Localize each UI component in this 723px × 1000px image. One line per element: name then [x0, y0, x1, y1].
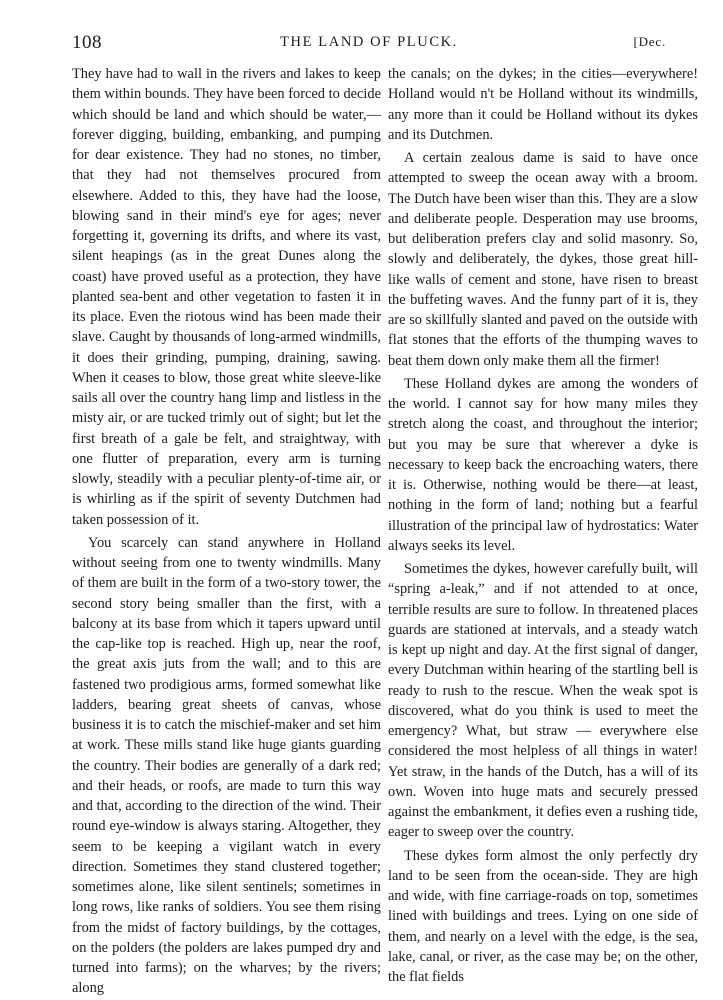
paragraph: These Holland dykes are among the wonders of the world. I cannot say for how many miles they stretch along the coast, and throughout the interior; but you may be sure that wherever a dyke is necessary to keep back the encroaching waters, there it is. Otherwise, nothing would be there—at least, nothing in the form of land; nothing but a fearful illustration of the principal law of hydrostatics: Water always seeks its level. [388, 375, 698, 554]
paragraph: They have had to wall in the rivers and lakes to keep them within bounds. They have been forced to decide which should be land and which should be water,—forever digging, building, embanking, and pumping for dear existence. They had no stones, no timber, that they had not themselves procured from elsewhere. Added to this, they have had the loose, blowing sand in their mind's eye for ages; never forgetting it, governing its drifts, and where its vast, silent heapings (as in the great Dunes along the coast) have proved useful as a protection, they have planted sea-bent and other vegetation to fasten it in its place. Even the riotous wind has been made their slave. Caught by thousands of long-armed windmills, it does their grinding, pumping, draining, sawing. When it ceases to blow, those great white sleeve-like sails all over the country hang limp and listless in the misty air, or are tucked trimly out of sight; but let the first breath of a gale be felt, and straightway, with one flutter of preparation, every arm is turning slowly, steadily with a peculiar plenty-of-time air, or is whirling as if the spirit of seventy Dutchmen had taken possession of it. [72, 66, 381, 528]
paragraph: You scarcely can stand anywhere in Holland without seeing from one to twenty windmills. Many of them are built in the form of a two-story tower, the second story being smaller than the first, with a balcony at its base from which it tapers upward until the cap-like top is reached. High up, near the roof, the great axis juts from the wall; and to this are fastened two prodigious arms, formed somewhat like ladders, bearing great sheets of canvas, whose business it is to catch the mischief-maker and set him at work. These mills stand like huge giants guarding the country. Their bodies are generally of a dark red; and their heads, or roofs, are made to turn this way and that, according to the direction of the wind. Their round eye-window is always staring. Altogether, they seem to be keeping a vigilant watch in every direction. Sometimes they stand clustered together; sometimes alone, like silent sentinels; sometimes in long rows, like ranks of soldiers. You see them rising from the midst of factory buildings, by the cottages, on the polders (the polders are lakes pumped dry and turned into farms); on the wharves; by the rivers; along [72, 534, 381, 997]
paragraph: These dykes form almost the only perfectly dry land to be seen from the ocean-side. They are high and wide, with fine carriage-roads on top, sometimes lined with buildings and trees. Lying on one side of them, and nearly on a level with the edge, is the sea, lake, canal, or river, as the case may be; on the other, the flat fields [388, 847, 698, 985]
page-number: 108 [72, 32, 102, 53]
page-header [72, 32, 666, 56]
issue-month: [Dec. [633, 34, 666, 49]
paragraph: Sometimes the dykes, however carefully built, will “spring a-leak,” and if not attended to at once, terrible results are sure to follow. In threatened places guards are stationed at intervals, and a steady watch is kept up night and day. At the first signal of danger, every Dutchman within hearing of the startling bell is ready to rush to the rescue. When the weak spot is discovered, what do you think is used to meet the emergency? What, but straw — everywhere else considered the most helpless of all things in water! Yet straw, in the hands of the Dutch, has a will of its own. Woven into huge mats and securely pressed against the embankment, it defies even a rushing tide, eager to sweep over the country. [388, 561, 698, 841]
right-column [388, 64, 698, 987]
running-title: THE LAND OF PLUCK. [280, 34, 458, 50]
paragraph: the canals; on the dykes; in the cities—everywhere! Holland would n't be Holland without its windmills, any more than it could be Holland without its dykes and its Dutchmen. [388, 66, 698, 143]
paragraph: A certain zealous dame is said to have once attempted to sweep the ocean away with a broom. The Dutch have been wiser than this. They are a slow and deliberate people. Desperation may use brooms, but deliberation prefers clay and solid masonry. So, slowly and deliberately, the dykes, those great hill-like walls of cement and stone, have risen to breast the buffeting waves. And the funny part of it is, they are so skillfully slanted and paved on the outside with flat stones that the efforts of the thumping waves to beat them down only make them all the firmer! [388, 150, 698, 369]
left-column [72, 64, 381, 999]
